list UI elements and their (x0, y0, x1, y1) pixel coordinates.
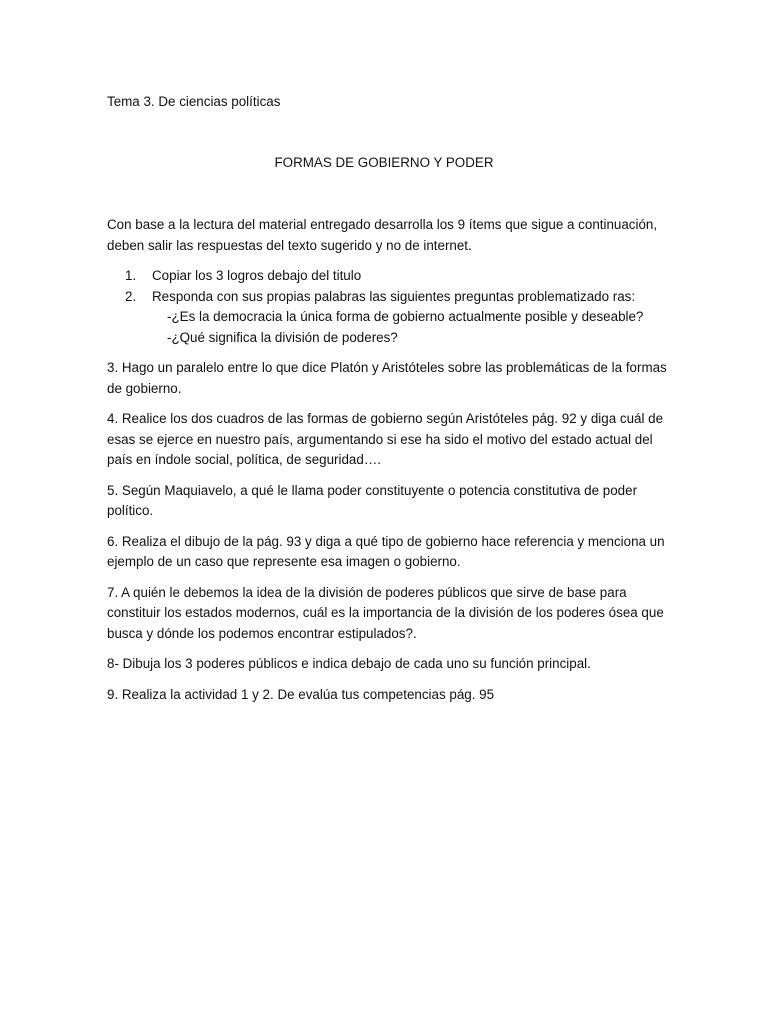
list-item-text: Responda con sus propias palabras las siguientes preguntas problematizado ras: (152, 288, 636, 304)
item-paragraph: 4. Realice los dos cuadros de las formas de gobierno según Aristóteles pág. 92 y diga cuál de esas se ejerce en nuestro país, argumentando si ese ha sido el motivo del estado actual del país en índole social, política, de seguridad…. (107, 411, 664, 467)
list-item (107, 287, 667, 308)
item-paragraph: 9. Realiza la actividad 1 y 2. De evalúa tus competencias pág. 95 (107, 686, 495, 702)
subquestion-text: -¿Es la democracia la única forma de gobierno actualmente posible y deseable? (167, 309, 644, 324)
subquestion (107, 328, 667, 349)
item-paragraph: 7. A quién le debemos la idea de la división de poderes públicos que sirve de base para constituir los estados modernos, cuál es la importancia de la división de los poderes ósea que busca y dónde los podemos encontrar estipulados?. (107, 584, 664, 641)
item-paragraph: 5. Según Maquiavelo, a qué le llama poder constituyente o potencia constitutiva de poder político. (107, 482, 638, 518)
list-item-number: 2. (125, 288, 137, 304)
subquestion (107, 307, 667, 328)
list-item-text: Copiar los 3 logros debajo del titulo (152, 268, 362, 283)
list-item (107, 266, 667, 287)
item-paragraph: 8- Dibuja los 3 poderes públicos e indica debajo de cada uno su función principal. (107, 656, 591, 671)
subquestion-text: -¿Qué significa la división de poderes? (167, 329, 398, 345)
document-header: Tema 3. De ciencias políticas (107, 94, 281, 109)
document-title-text: FORMAS DE GOBIERNO Y PODER (274, 155, 494, 170)
items-section (107, 358, 667, 715)
intro-paragraph: Con base a la lectura del material entregado desarrolla los 9 ítems que sigue a continuación, deben salir las respuestas del texto sugerido y no de internet. (107, 217, 658, 253)
item-paragraph: 3. Hago un paralelo entre lo que dice Platón y Aristóteles sobre las problemáticas de la formas de gobierno. (107, 360, 667, 396)
list-item-number: 1. (125, 268, 137, 283)
numbered-list (107, 266, 667, 348)
item-paragraph: 6. Realiza el dibujo de la pág. 93 y diga a qué tipo de gobierno hace referencia y menciona un ejemplo de un caso que represente esa imagen o gobierno. (107, 533, 665, 569)
document-title (0, 153, 768, 174)
